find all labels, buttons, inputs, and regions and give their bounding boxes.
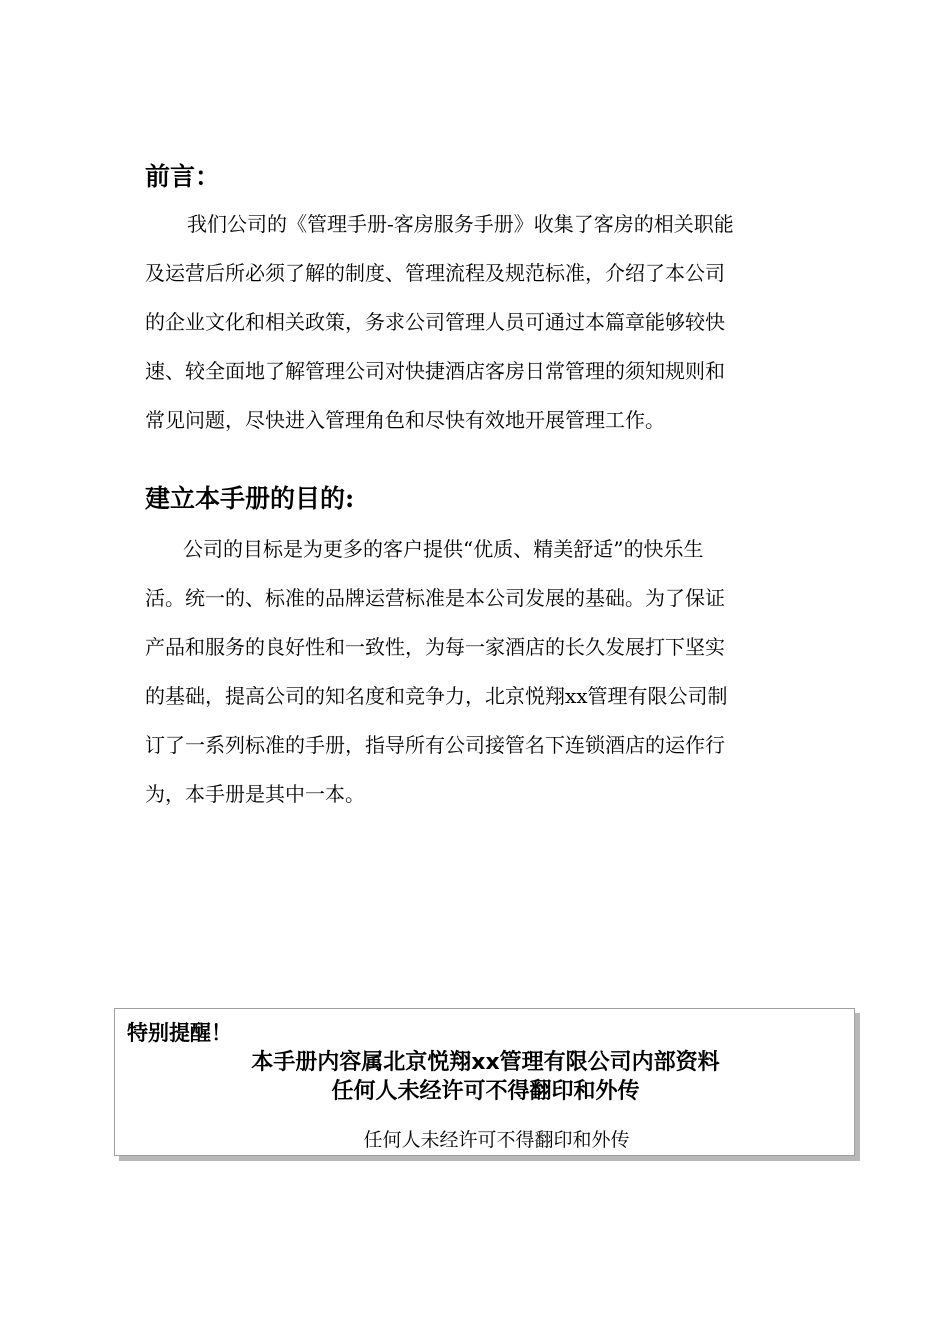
preface-line: 我们公司的《管理手册-客房服务手册》收集了客房的相关职能 (187, 212, 734, 236)
purpose-line: 的基础，提高公司的知名度和竞争力，北京悦翔xx管理有限公司制 (145, 684, 728, 708)
special-notice-box (114, 1008, 855, 1156)
purpose-line: 公司的目标是为更多的客户提供“优质、精美舒适”的快乐生 (183, 537, 704, 561)
purpose-line: 订了一系列标准的手册，指导所有公司接管名下连锁酒店的运作行 (145, 733, 725, 757)
purpose-line: 产品和服务的良好性和一致性，为每一家酒店的长久发展打下坚实 (145, 635, 725, 659)
preface-line: 速、较全面地了解管理公司对快捷酒店客房日常管理的须知规则和 (145, 359, 725, 383)
notice-line-no-copy: 任何人未经许可不得翻印和外传 (331, 1079, 640, 1104)
notice-title: 特别提醒！ (127, 1021, 232, 1045)
purpose-heading: 建立本手册的目的: (145, 484, 355, 513)
preface-paragraph (145, 200, 815, 445)
preface-line: 常见问题，尽快进入管理角色和尽快有效地开展管理工作。 (145, 408, 665, 432)
preface-heading: 前言： (145, 162, 221, 191)
purpose-line: 活。统一的、标准的品牌运营标准是本公司发展的基础。为了保证 (145, 586, 725, 610)
preface-line: 的企业文化和相关政策，务求公司管理人员可通过本篇章能够较快 (145, 310, 725, 334)
notice-footer-text: 任何人未经许可不得翻印和外传 (363, 1129, 630, 1151)
preface-line: 及运营后所必须了解的制度、管理流程及规范标准，介绍了本公司 (145, 261, 725, 285)
purpose-line: 为，本手册是其中一本。 (145, 782, 365, 806)
purpose-paragraph (145, 525, 815, 819)
notice-line-confidential: 本手册内容属北京悦翔xx管理有限公司内部资料 (251, 1050, 720, 1075)
